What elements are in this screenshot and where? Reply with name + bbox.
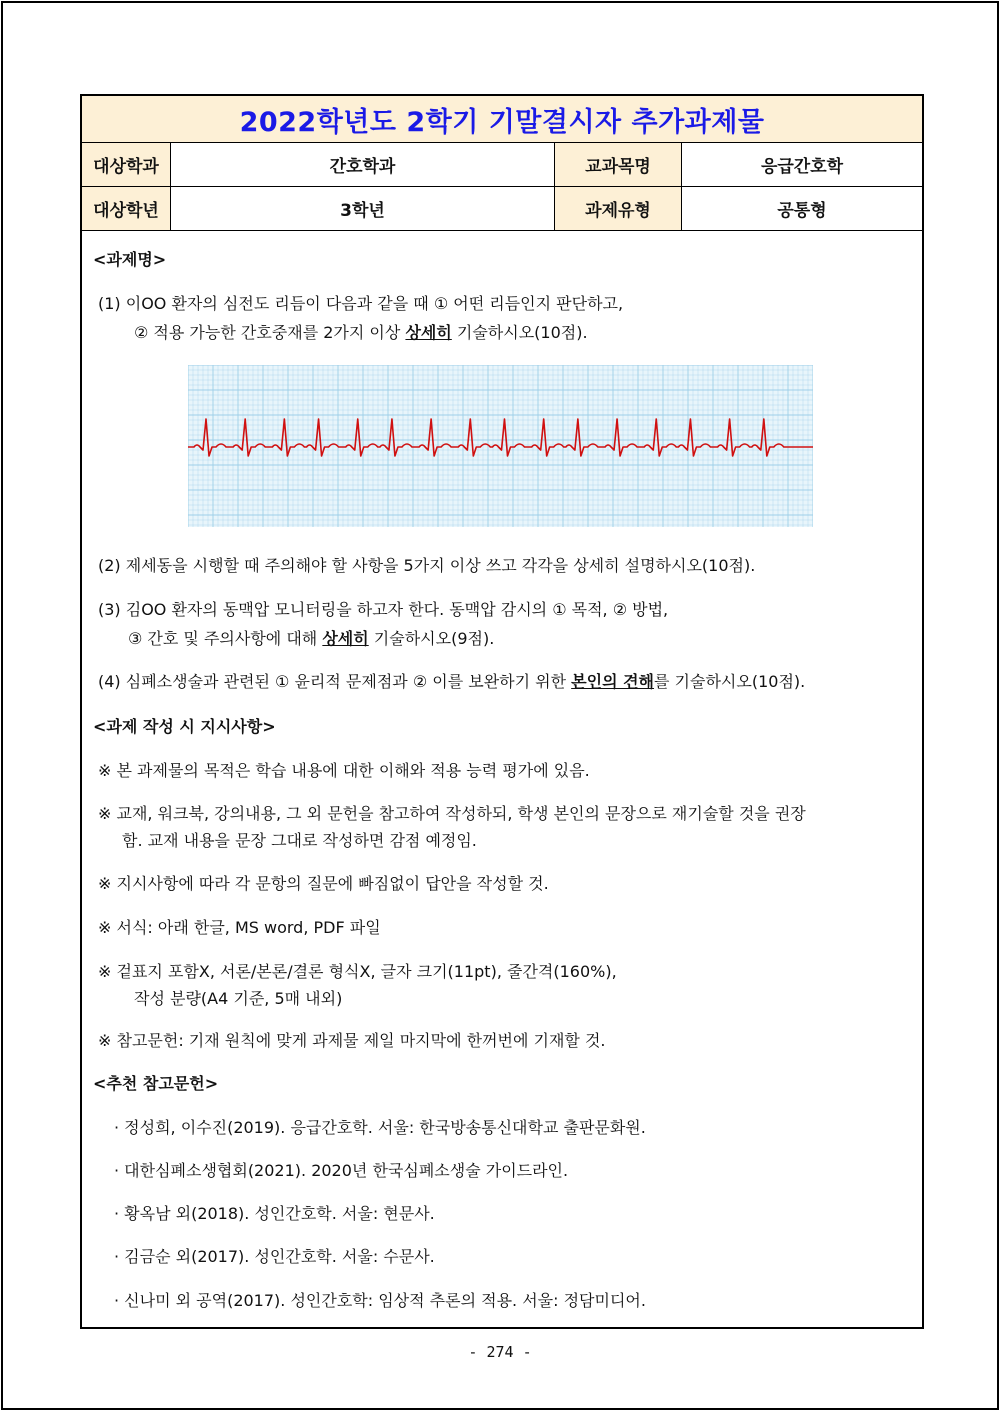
emphasis-detailed-2: 상세히 [322,629,369,648]
title-row [82,96,922,143]
emphasis-detailed: 상세히 [405,323,452,342]
page-number: - 274 - [468,1343,532,1361]
instruction-4: ※ 서식: 아래 한글, MS word, PDF 파일 [98,918,381,937]
page-title: 2022학년도 2학기 기말결시자 추가과제물 [239,106,765,138]
question-2: (2) 제세동을 시행할 때 주의해야 할 사항을 5가지 이상 쓰고 각각을 상세히 설명하시오(10점). [98,556,756,575]
emphasis-opinion: 본인의 견해 [571,672,655,691]
info-row-department [82,143,922,187]
instruction-3: ※ 지시사항에 따라 각 문항의 질문에 빠짐없이 답안을 작성할 것. [98,874,549,893]
reference-item: · 정성희, 이수진(2019). 응급간호학. 서울: 한국방송통신대학교 출판문화원. [114,1118,646,1137]
question-3-line1: (3) 김OO 환자의 동맥압 모니터링을 하고자 한다. 동맥압 감시의 ① 목적, ② 방법, [98,600,669,619]
info-row-grade [82,187,922,231]
question-1-line2: ② 적용 가능한 간호중재를 2가지 이상 상세히 기술하시오(10점). [134,323,588,342]
grade-value: 3학년 [171,187,555,230]
reference-item: · 대한심폐소생협회(2021). 2020년 한국심폐소생술 가이드라인. [114,1161,569,1180]
instruction-6: ※ 참고문헌: 기재 원칙에 맞게 과제물 제일 마지막에 한꺼번에 기재할 것. [98,1031,606,1050]
assignment-sheet [80,94,924,1329]
department-label: 대상학과 [82,143,171,186]
question-1-line1: (1) 이OO 환자의 심전도 리듬이 다음과 같을 때 ① 어떤 리듬인지 판단하고, [98,294,624,313]
instructions-heading: <과제 작성 시 지시사항> [93,717,276,736]
question-4: (4) 심폐소생술과 관련된 ① 윤리적 문제점과 ② 이를 보완하기 위한 본인의 견해를 기술하시오(10점). [98,672,806,691]
assignment-heading: <과제명> [93,250,167,269]
grade-label: 대상학년 [82,187,171,230]
reference-item: · 김금순 외(2017). 성인간호학. 서울: 수문사. [114,1247,435,1266]
type-value: 공통형 [777,201,827,221]
instruction-5-line2: 작성 분량(A4 기준, 5매 내외) [134,989,343,1008]
question-3-line2: ③ 간호 및 주의사항에 대해 상세히 기술하시오(9점). [128,629,495,648]
course-label: 교과목명 [555,143,682,186]
reference-item: · 황옥남 외(2018). 성인간호학. 서울: 현문사. [114,1204,435,1223]
type-label: 과제유형 [555,187,682,230]
instruction-2-line2: 함. 교재 내용을 문장 그대로 작성하면 감점 예정임. [122,831,477,850]
ecg-strip [188,365,813,527]
instruction-2-line1: ※ 교재, 워크북, 강의내용, 그 외 문헌을 참고하여 작성하되, 학생 본인의 문장으로 재기술할 것을 권장 [98,804,806,823]
course-value: 응급간호학 [760,157,844,177]
references-heading: <추천 참고문헌> [93,1074,219,1093]
instruction-1: ※ 본 과제물의 목적은 학습 내용에 대한 이해와 적용 능력 평가에 있음. [98,761,590,780]
department-value: 간호학과 [171,143,555,186]
instruction-5-line1: ※ 겉표지 포함X, 서론/본론/결론 형식X, 글자 크기(11pt), 줄간격(160%), [98,962,617,981]
reference-item: · 신나미 외 공역(2017). 성인간호학: 임상적 추론의 적용. 서울: 정담미디어. [114,1291,646,1310]
